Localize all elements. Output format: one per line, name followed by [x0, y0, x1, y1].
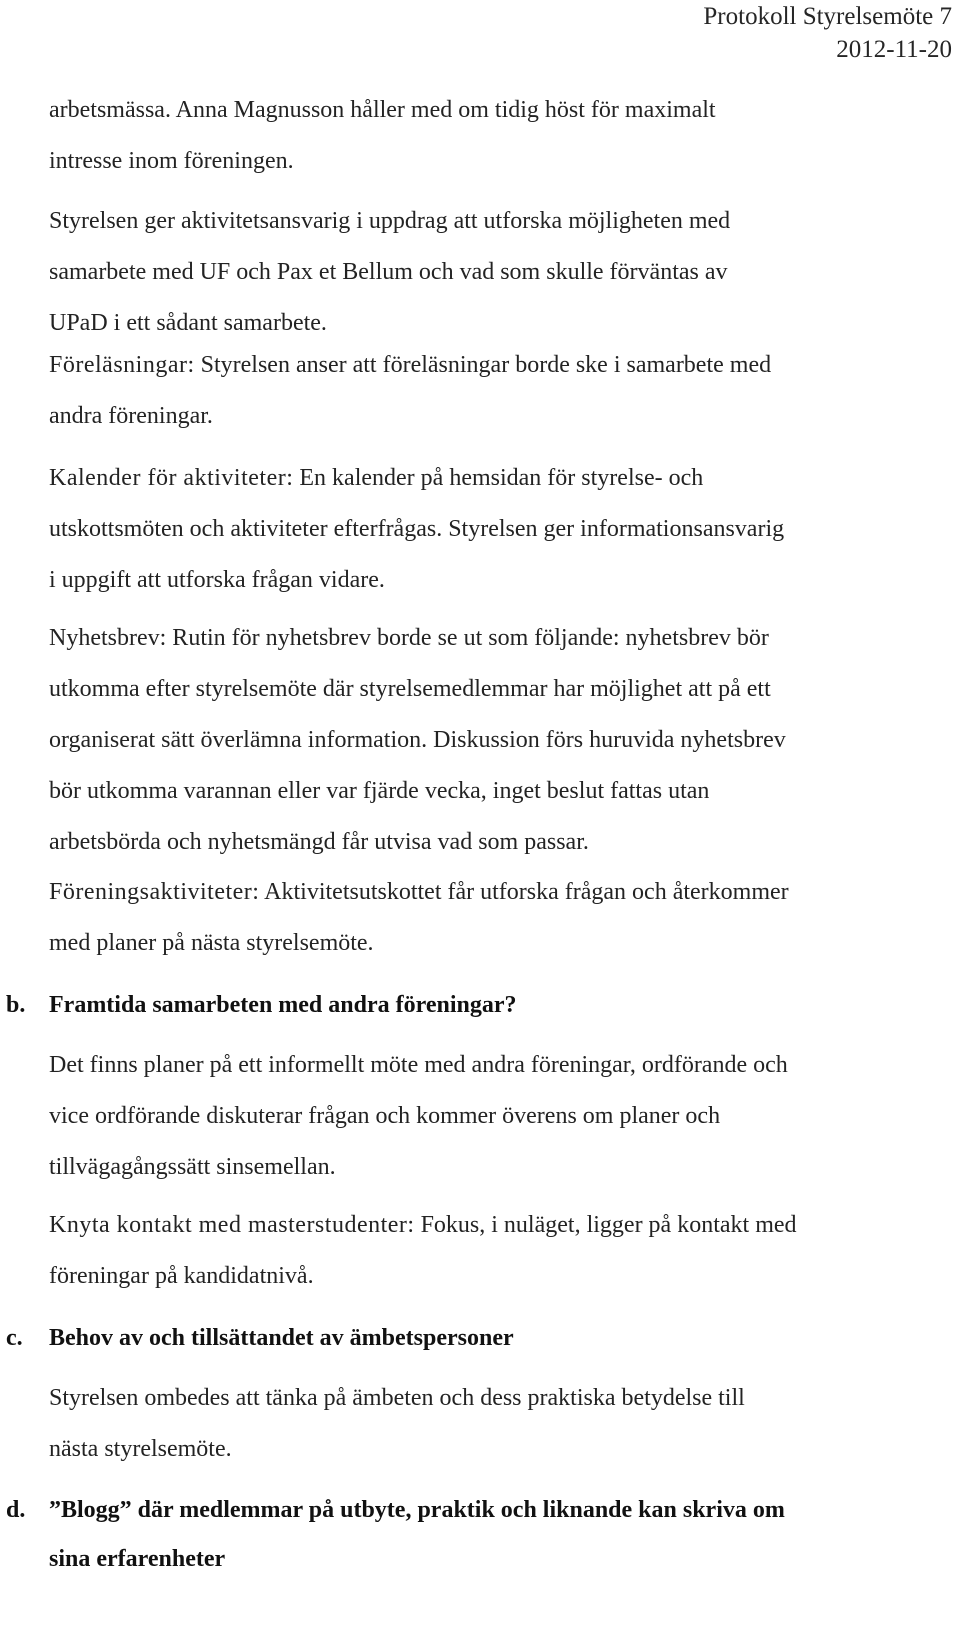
paragraph: [49, 1040, 788, 1193]
section-marker: d.: [6, 1497, 26, 1523]
paragraph: [49, 1200, 797, 1302]
section-title: Framtida samarbeten med andra föreningar?: [49, 992, 517, 1018]
section-marker: b.: [6, 992, 26, 1018]
text-line: Styrelsen ombedes att tänka på ämbeten och dess praktiska betydelse till: [49, 1385, 745, 1411]
paragraph: [49, 867, 789, 969]
text-line: bör utkomma varannan eller var fjärde vecka, inget beslut fattas utan: [49, 778, 710, 804]
text-line: andra föreningar.: [49, 403, 213, 429]
paragraph: [49, 196, 730, 349]
section-heading: [0, 1313, 960, 1363]
page-header: [703, 0, 952, 66]
text-line: med planer på nästa styrelsemöte.: [49, 930, 374, 956]
text-line: nästa styrelsemöte.: [49, 1436, 232, 1462]
paragraph: [49, 340, 771, 442]
text-line: Styrelsen ger aktivitetsansvarig i uppdrag att utforska möjligheten med: [49, 208, 731, 234]
text-line: utskottsmöten och aktiviteter efterfrågas. Styrelsen ger informationsansvarig: [49, 516, 785, 542]
text-line: Styrelsen anser att föreläsningar borde ske i samarbete med: [200, 352, 772, 378]
text-line: arbetsmässa. Anna Magnusson håller med om tidig höst för maximalt: [49, 97, 716, 123]
section-heading: [0, 980, 960, 1030]
paragraph-label: Föreläsningar:: [49, 352, 195, 378]
paragraph: [49, 1373, 745, 1475]
text-line: utkomma efter styrelsemöte där styrelsemedlemmar har möjlighet att på ett: [49, 676, 771, 702]
text-line: föreningar på kandidatnivå.: [49, 1263, 314, 1289]
document-date: 2012-11-20: [836, 36, 952, 63]
text-line: vice ordförande diskuterar frågan och kommer överens om planer och: [49, 1103, 721, 1129]
document-title: Protokoll Styrelsemöte 7: [703, 3, 952, 30]
paragraph: [49, 85, 716, 187]
text-line: En kalender på hemsidan för styrelse- och: [299, 465, 704, 491]
text-line: arbetsbörda och nyhetsmängd får utvisa vad som passar.: [49, 829, 589, 855]
paragraph: [49, 613, 786, 868]
text-line: samarbete med UF och Pax et Bellum och vad som skulle förväntas av: [49, 259, 728, 285]
text-line: intresse inom föreningen.: [49, 148, 294, 174]
text-line: Fokus, i nuläget, ligger på kontakt med: [420, 1212, 797, 1238]
text-line: tillvägagångssätt sinsemellan.: [49, 1154, 336, 1180]
paragraph-label: Kalender för aktiviteter:: [49, 465, 294, 491]
text-line: UPaD i ett sådant samarbete.: [49, 310, 327, 336]
section-title: Behov av och tillsättandet av ämbetspersoner: [49, 1325, 514, 1351]
text-line: Aktivitetsutskottet får utforska frågan och återkommer: [264, 879, 789, 905]
paragraph-label: Knyta kontakt med masterstudenter:: [49, 1212, 415, 1238]
text-line: Det finns planer på ett informellt möte med andra föreningar, ordförande och: [49, 1052, 788, 1078]
paragraph: [49, 453, 784, 606]
section-title-line: ”Blogg” där medlemmar på utbyte, praktik och liknande kan skriva om: [49, 1497, 785, 1523]
text-line: organiserat sätt överlämna information. Diskussion förs huruvida nyhetsbrev: [49, 727, 786, 753]
text-line: Nyhetsbrev: Rutin för nyhetsbrev borde se ut som följande: nyhetsbrev bör: [49, 625, 769, 651]
section-marker: c.: [6, 1325, 23, 1351]
paragraph-label: Föreningsaktiviteter:: [49, 879, 260, 905]
section-title-line: sina erfarenheter: [49, 1546, 226, 1572]
text-line: i uppgift att utforska frågan vidare.: [49, 567, 385, 593]
